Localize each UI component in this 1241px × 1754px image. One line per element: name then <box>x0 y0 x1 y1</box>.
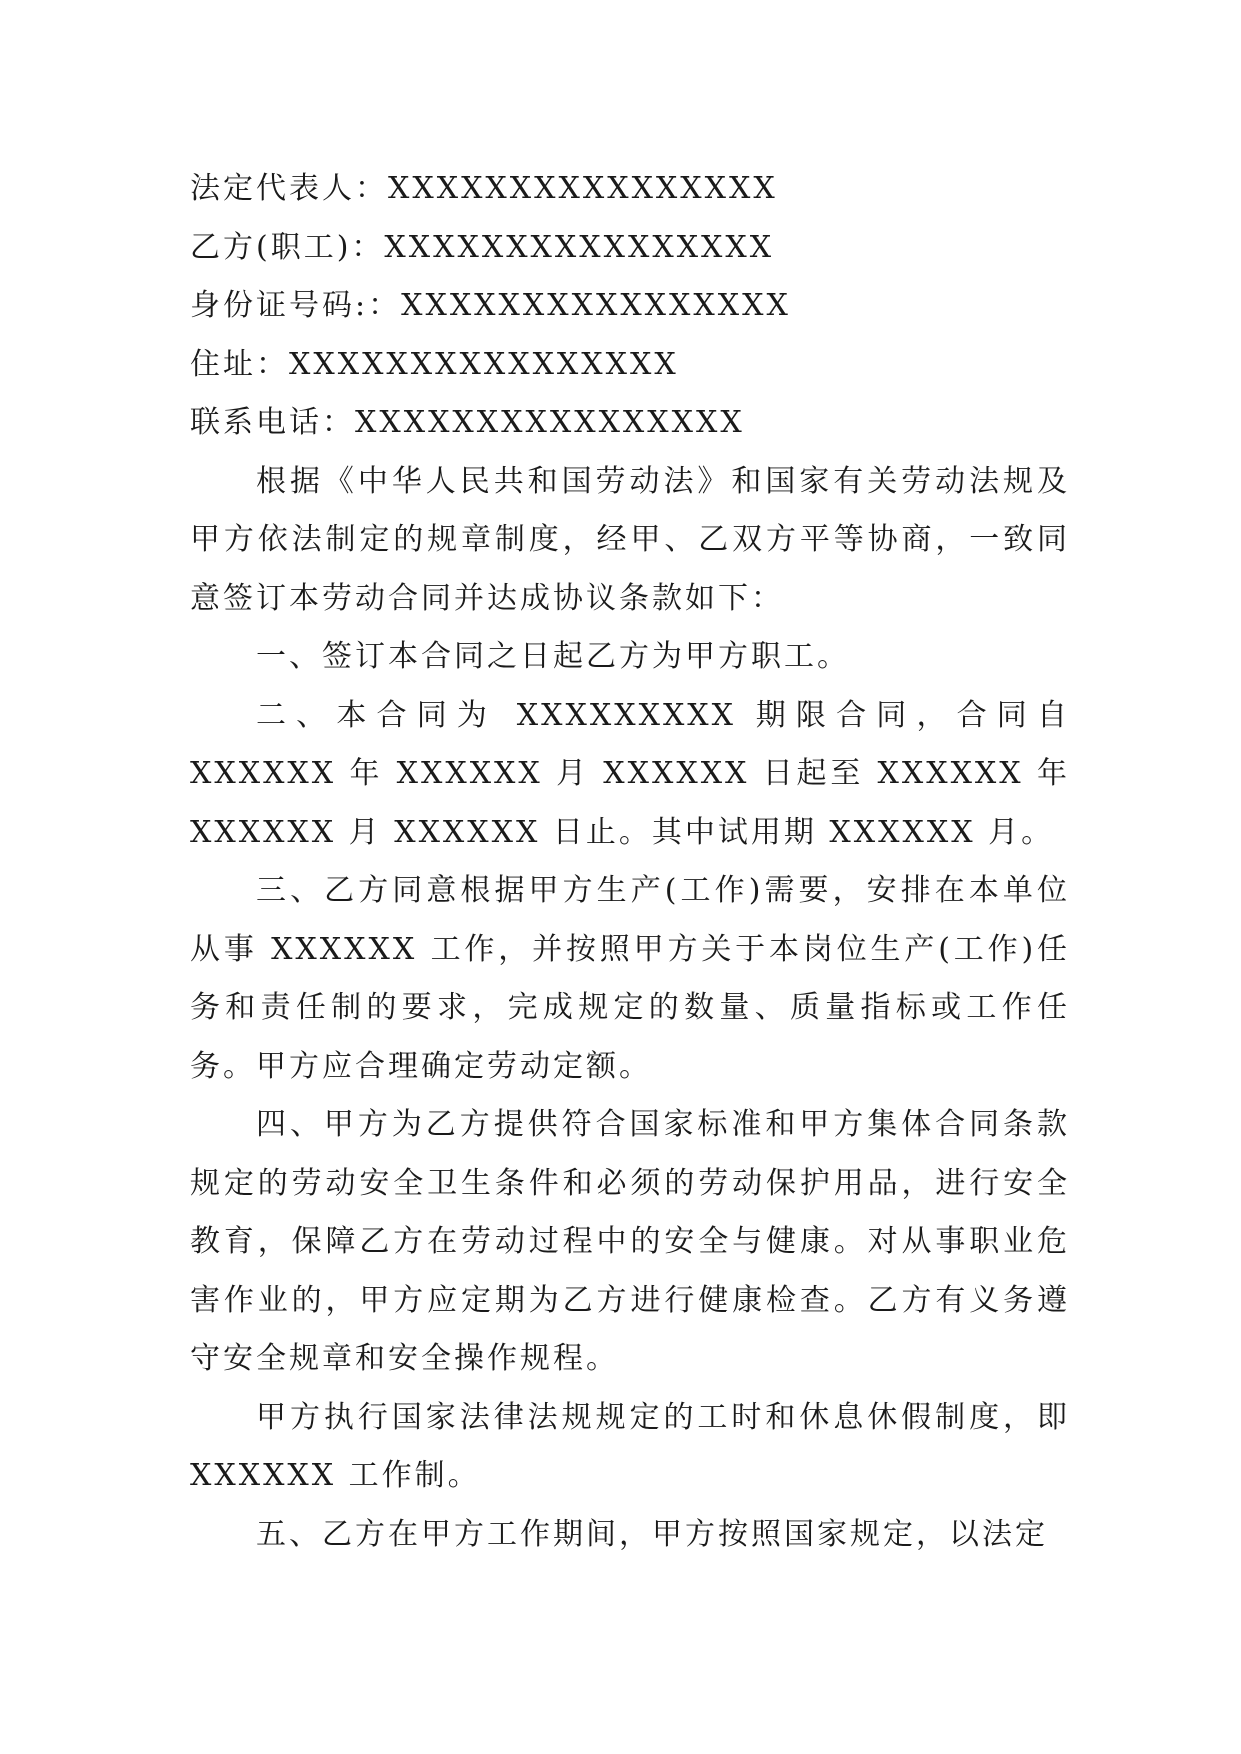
working-hours-paragraph: 甲方执行国家法律法规规定的工时和休息休假制度，即 XXXXXX 工作制。 <box>190 1399 1070 1493</box>
document-body <box>190 160 1070 1564</box>
clause-5-paragraph: 五、乙方在甲方工作期间，甲方按照国家规定，以法定 <box>256 1516 1048 1552</box>
clause-1-paragraph: 一、签订本合同之日起乙方为甲方职工。 <box>256 639 850 674</box>
clause-4-paragraph: 四、甲方为乙方提供符合国家标准和甲方集体合同条款规定的劳动安全卫生条件和必须的劳动保护用品，进行安全教育，保障乙方在劳动过程中的安全与健康。对从事职业危害作业的，甲方应定期为乙方进行健康检查。乙方有义务遵守安全规章和安全操作规程。 <box>190 1107 1070 1376</box>
clause-2-paragraph: 二、本合同为 XXXXXXXXX 期限合同，合同自 XXXXXX 年 XXXXXX 月 XXXXXX 日起至 XXXXXX 年 XXXXXX 月 XXXXXX 日止。其中试用期 XXXXXX 月。 <box>190 697 1070 850</box>
id-number-line: 身份证号码:：XXXXXXXXXXXXXXXX <box>190 288 791 323</box>
party-b-employee-line: 乙方(职工)：XXXXXXXXXXXXXXXX <box>190 229 775 265</box>
clause-3-paragraph: 三、乙方同意根据甲方生产(工作)需要，安排在本单位从事 XXXXXX 工作，并按照甲方关于本岗位生产(工作)任务和责任制的要求，完成规定的数量、质量指标或工作任务。甲方应合理确定劳动定额。 <box>190 873 1070 1084</box>
address-line: 住址：XXXXXXXXXXXXXXXX <box>190 346 679 382</box>
preamble-paragraph: 根据《中华人民共和国劳动法》和国家有关劳动法规及甲方依法制定的规章制度，经甲、乙双方平等协商，一致同意签订本劳动合同并达成协议条款如下： <box>190 463 1070 616</box>
phone-line: 联系电话：XXXXXXXXXXXXXXXX <box>190 405 745 440</box>
legal-representative-line: 法定代表人：XXXXXXXXXXXXXXXX <box>190 171 778 206</box>
